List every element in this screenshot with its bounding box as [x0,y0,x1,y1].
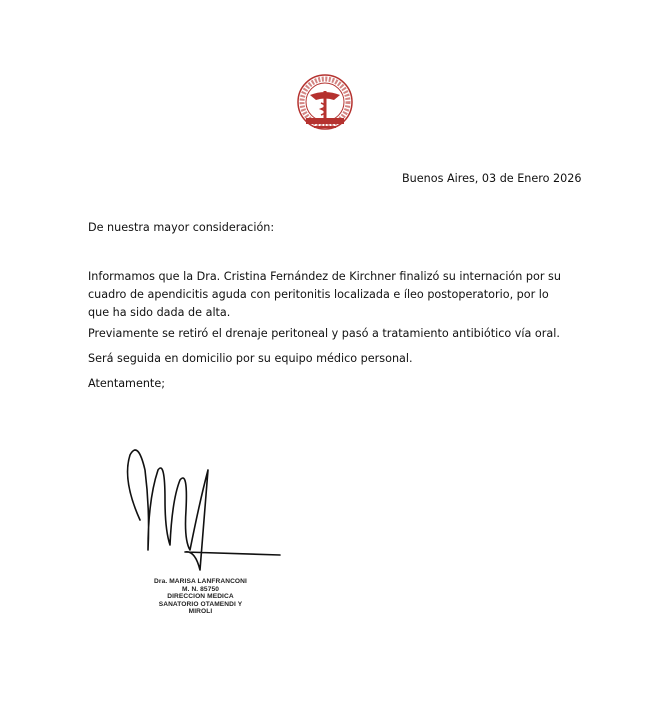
stamp-name: Dra. MARISA LANFRANCONI [154,578,247,585]
letter-paragraph: Informamos que la Dra. Cristina Fernández de Kirchner finalizó su internación por su cuadro de apendicitis aguda con peritonitis localizada e íleo postoperatorio, por lo que ha sido dada de alta. [88,270,561,319]
letter-closing: Atentamente; [88,377,165,390]
signature-stamp [148,578,253,616]
letter-paragraph: Previamente se retiró el drenaje peritoneal y pasó a tratamiento antibiótico vía oral. [88,327,560,340]
handwritten-signature [110,440,290,580]
letter-date: Buenos Aires, 03 de Enero 2026 [402,172,582,185]
letter-greeting: De nuestra mayor consideración: [88,221,275,234]
stamp-institution: SANATORIO OTAMENDI Y MIROLI [158,600,243,616]
stamp-department: DIRECCION MEDICA [167,593,234,601]
stamp-license: M. N. 85750 [181,585,220,593]
letter-paragraph: Será seguida en domicilio por su equipo médico personal. [88,352,413,365]
sanatorio-seal-logo [294,73,356,135]
